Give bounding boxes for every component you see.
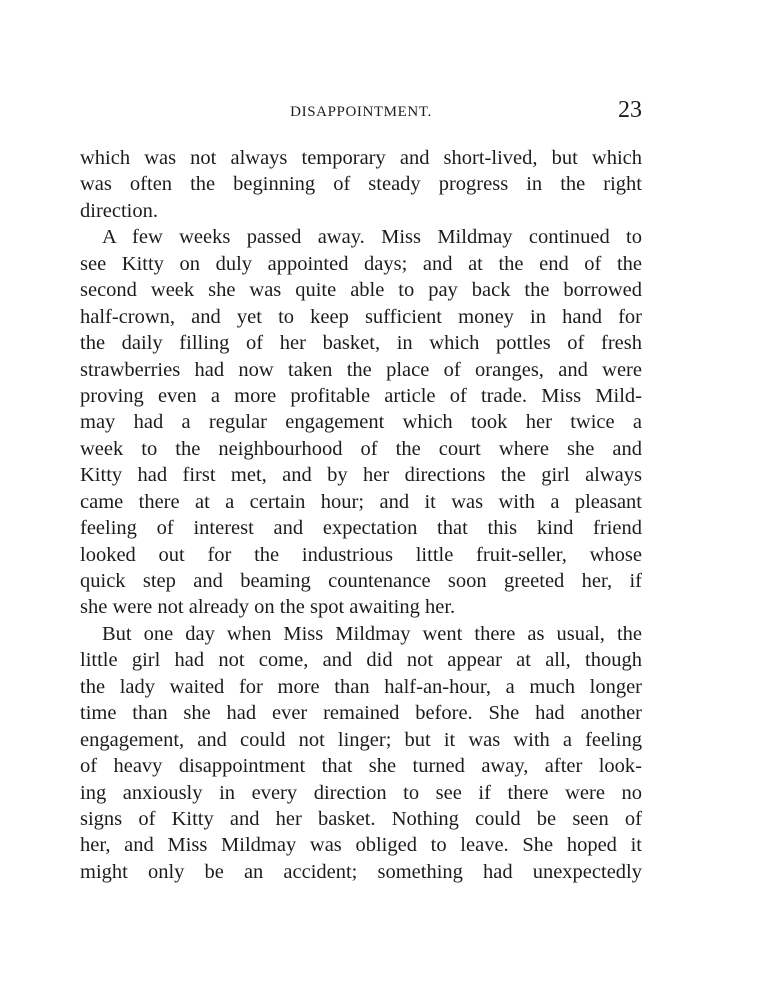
paragraph [80,145,642,224]
text-line: looked out for the industrious little fruit-seller, whose [80,543,642,566]
text-line: half-crown, and yet to keep sufficient money in hand for [80,305,642,328]
text-line: But one day when Miss Mildmay went there as usual, the [102,622,642,645]
text-line: A few weeks passed away. Miss Mildmay continued to [102,226,642,249]
text-line: was often the beginning of steady progress in the right [80,173,642,196]
paragraph [80,621,642,885]
text-line: signs of Kitty and her basket. Nothing could be seen of [80,807,642,830]
text-line: proving even a more profitable article of trade. Miss Mild- [80,384,642,407]
paragraph [80,224,642,621]
text-line: second week she was quite able to pay back the borrowed [80,279,642,302]
text-line: which was not always temporary and short-lived, but which [80,147,642,169]
text-line: might only be an accident; something had unexpectedly [80,860,642,883]
text-line: direction. [80,199,158,222]
text-line: the lady waited for more than half-an-hour, a much longer [80,675,642,698]
body-text [80,145,642,885]
text-line: time than she had ever remained before. She had another [80,702,642,725]
text-line: feeling of interest and expectation that this kind friend [80,517,642,540]
running-head [80,96,642,126]
text-line: of heavy disappointment that she turned away, after look- [80,755,642,778]
page-number: 23 [618,97,642,123]
text-line: see Kitty on duly appointed days; and at the end of the [80,252,642,275]
text-line: little girl had not come, and did not appear at all, though [80,649,642,672]
running-title: DISAPPOINTMENT. [290,104,432,120]
text-line: quick step and beaming countenance soon greeted her, if [80,570,642,592]
text-line: ing anxiously in every direction to see if there were no [80,781,642,804]
text-line: strawberries had now taken the place of oranges, and were [80,358,642,381]
text-line: she were not already on the spot awaiting her. [80,596,456,619]
text-line: the daily filling of her basket, in which pottles of fresh [80,332,642,355]
text-line: may had a regular engagement which took her twice a [80,411,642,434]
text-line: came there at a certain hour; and it was with a pleasant [80,490,642,513]
text-line: week to the neighbourhood of the court where she and [80,437,642,460]
text-line: her, and Miss Mildmay was obliged to leave. She hoped it [80,834,642,857]
text-line: Kitty had first met, and by her directions the girl always [80,464,642,487]
text-line: engagement, and could not linger; but it was with a feeling [80,728,642,751]
